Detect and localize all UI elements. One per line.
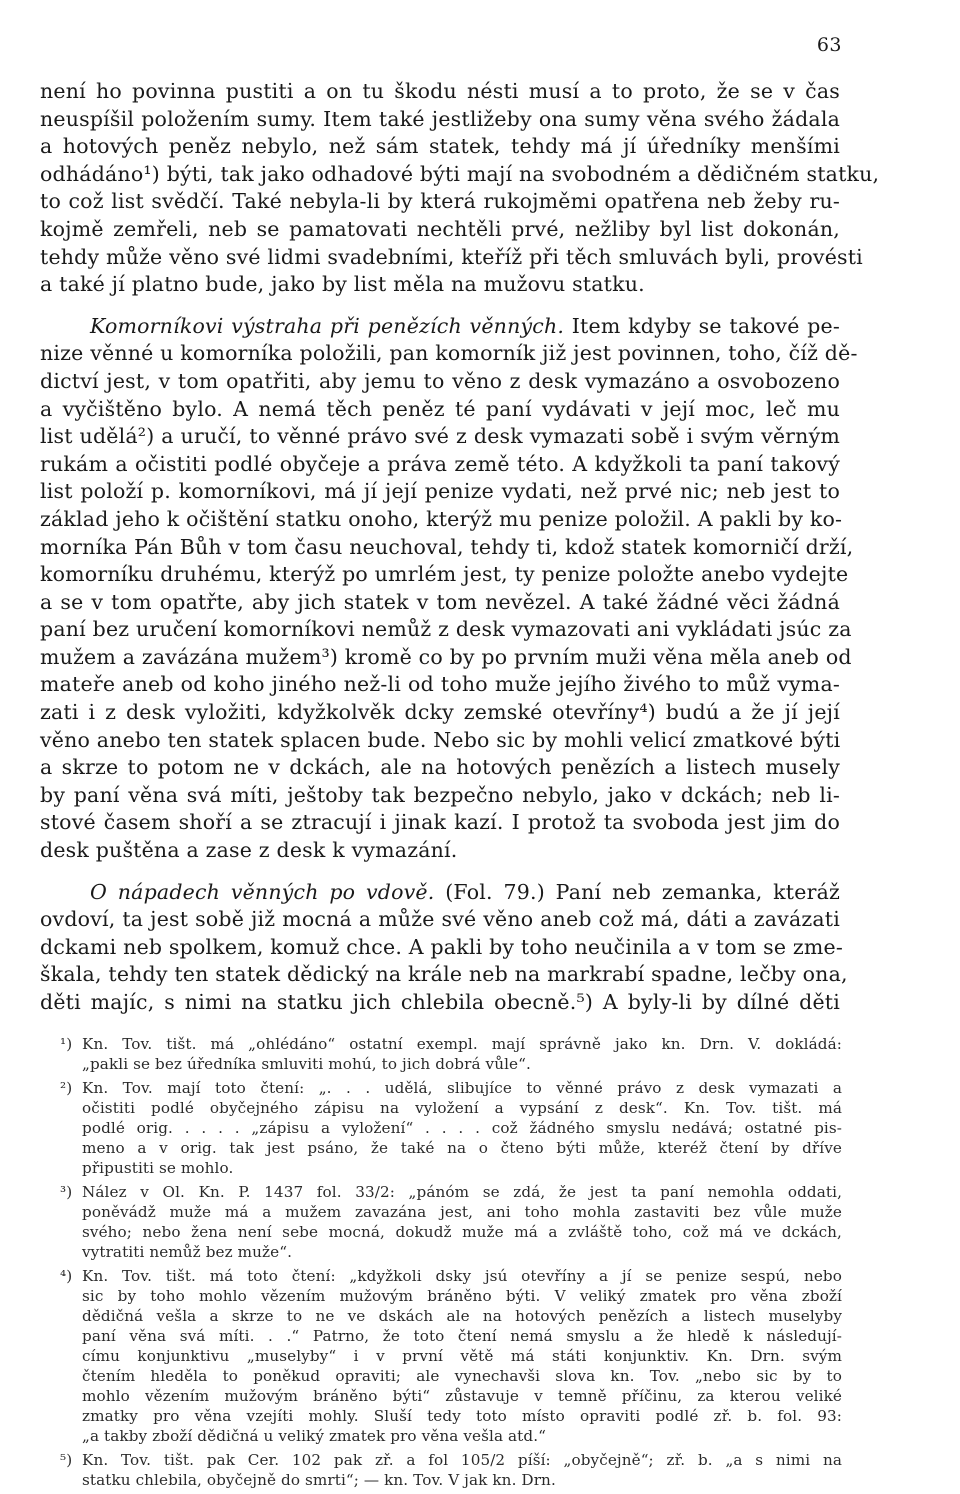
footnote-3 bbox=[60, 1182, 842, 1262]
footnote-line: zmatky pro věna vzejíti mohly. Sluší tedy toto místo opraviti podlé zř. b. fol. 93: bbox=[82, 1407, 842, 1425]
section-heading: O nápadech věnných po vdově. bbox=[90, 879, 435, 904]
text-line: škala, tehdy ten statek dědický na krále neb na markrabí spadne, lečby ona, bbox=[40, 962, 848, 987]
text-line: paní bez uručení komorníkovi nemůž z desk vymazovati ani vykládati jsúc za bbox=[40, 617, 852, 642]
footnote-5 bbox=[60, 1450, 842, 1490]
text-line: rukám a očistiti podlé obyčeje a práva země této. A kdyžkoli ta paní takový bbox=[40, 451, 840, 476]
text-line: list položí p. komorníkovi, má jí její penize vydati, než prvé nic; neb jest to bbox=[40, 479, 840, 504]
footnote-line: připustiti se mohlo. bbox=[82, 1159, 234, 1177]
text-line: neuspíšil položením sumy. Item také jestližeby ona sumy věna svého žádala bbox=[40, 106, 840, 131]
footnotes bbox=[60, 1034, 842, 1494]
footnote-line: vytratiti nemůž bez muže“. bbox=[82, 1243, 293, 1261]
footnote-2 bbox=[60, 1078, 842, 1178]
footnote-line: očistiti podlé obyčejného zápisu na vyložení a vypsání z desk“. Kn. Tov. tišt. má bbox=[82, 1099, 842, 1117]
footnote-4 bbox=[60, 1266, 842, 1446]
footnote-1 bbox=[60, 1034, 842, 1074]
text-line: dckami neb spolkem, komuž chce. A pakli by toho neučinila a v tom se zme- bbox=[40, 934, 843, 959]
footnote-line: čtením hleděla to poněkud opraviti; ale vynechavši slova kn. Tov. „nebo sic by to bbox=[82, 1367, 842, 1385]
text-line: list udělá²) a uručí, to věnné právo své z desk vymazati sobě i svým věrným bbox=[40, 424, 840, 449]
paragraph-3 bbox=[40, 879, 848, 1017]
footnote-mark: ¹) bbox=[60, 1035, 73, 1053]
text-line: by paní věna svá míti, ještoby tak bezpečno nebylo, jako v dckách; neb li- bbox=[40, 782, 840, 807]
footnote-mark: ⁴) bbox=[60, 1267, 73, 1285]
footnote-line: paní věna svá míti. . .“ Patrno, že toto čtení nemá smyslu a že hledě k následují- bbox=[82, 1327, 842, 1345]
text-line bbox=[40, 313, 840, 341]
footnote-line bbox=[60, 1034, 842, 1054]
footnote-text: Nález v Ol. Kn. P. 1437 fol. 33/2: „pánóm se zdá, že jest ta paní nemohla oddati, bbox=[82, 1183, 842, 1201]
footnote-text: Kn. Tov. tišt. pak Cer. 102 pak zř. a fol 105/2 píší: „obyčejně“; zř. b. „a s nimi na bbox=[82, 1451, 842, 1469]
text-line: a hotových peněz nebylo, než sám statek, tehdy má jí úředníky menšími bbox=[40, 134, 840, 159]
text-line: nize věnné u komorníka položili, pan komorník již jest povinnen, toho, číž dě- bbox=[40, 341, 858, 366]
text-line: zati i z desk vyložiti, kdyžkolvěk dcky zemské otevříny⁴) budú a že jí její bbox=[40, 700, 840, 725]
footnote-line bbox=[60, 1078, 842, 1098]
text-line bbox=[40, 879, 840, 907]
text-line: základ jeho k očištění statku onoho, kterýž mu penize položil. A pakli by ko- bbox=[40, 506, 843, 531]
footnote-line: svého; nebo žena není sebe mocná, dokudž muže má a zvláště toho, což má ve dckách, bbox=[82, 1223, 842, 1241]
footnote-line bbox=[60, 1182, 842, 1202]
text-line: a také jí platno bude, jako by list měla na mužovu statku. bbox=[40, 272, 645, 297]
text-line: a se v tom opatřte, aby jich statek v tom nevězel. A také žádné věci žádná bbox=[40, 589, 840, 614]
footnote-line: statku chlebila, obyčejně do smrti“; — kn. Tov. V jak kn. Drn. bbox=[82, 1471, 556, 1489]
text-line: tehdy může věno své lidmi svadebními, kteříž při těch smluvách byli, provésti bbox=[40, 244, 863, 269]
text-line: komorníku druhému, kterýž po umrlém jest, ty penize položte anebo vydejte bbox=[40, 562, 849, 587]
footnote-line: dědičná vešla a skrze to ne ve dskách ale na hotových penězích a listech muselyby bbox=[82, 1307, 842, 1325]
text-line: desk puštěna a zase z desk k vymazání. bbox=[40, 838, 458, 863]
paragraph-1 bbox=[40, 78, 880, 299]
text-line: a skrze to potom ne v dckách, ale na hotových penězích a listech musely bbox=[40, 755, 840, 780]
text-line: to což list svědčí. Také nebyla-li by která rukojměmi opatřena neb žeby ru- bbox=[40, 189, 840, 214]
footnote-mark: ²) bbox=[60, 1079, 73, 1097]
footnote-line: poněvádž muže má a mužem zavazána jest, ani toho mohla zastaviti bez vůle muže bbox=[82, 1203, 842, 1221]
text-line: kojmě zemřeli, neb se pamatovati nechtěli prvé, nežliby byl list dokonán, bbox=[40, 216, 840, 241]
footnote-text: Kn. Tov. tišt. má „ohlédáno“ ostatní exempl. mají správně jako kn. Drn. V. dokládá: bbox=[82, 1035, 842, 1053]
text-line: odhádáno¹) býti, tak jako odhadové býti mají na svobodném a dědičném statku, bbox=[40, 161, 880, 186]
footnote-line bbox=[60, 1450, 842, 1470]
footnote-text: Kn. Tov. tišt. má toto čtení: „kdyžkoli dsky jsú otevříny a jí se penize sespú, nebo bbox=[82, 1267, 842, 1285]
text-span: (Fol. 79.) Paní neb zemanka, kteráž bbox=[445, 879, 841, 904]
main-text bbox=[40, 78, 880, 1017]
text-line: dictví jest, v tom opatřiti, aby jemu to věno z desk vymazáno a osvobozeno bbox=[40, 368, 840, 393]
text-line: děti majíc, s nimi na statku jich chlebila obecně.⁵) A byly-li by dílné děti bbox=[40, 990, 840, 1014]
text-line: není ho povinna pustiti a on tu škodu nésti musí a to proto, že se v čas bbox=[40, 79, 840, 103]
footnote-line: sic by toho mohlo vězením mužovým bráněno býti. V veliký zmatek pro věna zboží bbox=[82, 1287, 842, 1305]
section-heading: Komorníkovi výstraha při penězích věnných. bbox=[90, 313, 565, 338]
footnote-line: podlé orig. . . . . „zápisu a vyložení“ . . . . což žádného smyslu nedává; ostatné pis- bbox=[82, 1119, 842, 1137]
footnote-mark: ⁵) bbox=[60, 1451, 73, 1469]
text-line: mužem a zavázána mužem³) kromě co by po prvním muži věna měla aneb od bbox=[40, 644, 852, 669]
footnote-line: meno a v orig. tak jest psáno, že také na o čteno býti může, kteréž čtení by dříve bbox=[82, 1139, 842, 1157]
footnote-mark: ³) bbox=[60, 1183, 73, 1201]
text-line: mateře aneb od koho jiného než-li od toho muže jejího živého to můž vyma- bbox=[40, 672, 840, 697]
text-span: Item kdyby se takové pe- bbox=[571, 313, 840, 338]
footnote-line: címu konjunktivu „muselyby“ i v první větě má státi konjunktiv. Kn. Drn. svým bbox=[82, 1347, 842, 1365]
footnote-line bbox=[60, 1266, 842, 1286]
text-line: stové časem shoří a se ztracují i jinak kazí. I protož ta svoboda jest jim do bbox=[40, 810, 840, 835]
text-line: ovdoví, ta jest sobě již mocná a může své věno aneb což má, dáti a zavázati bbox=[40, 907, 840, 932]
footnote-line: mohlo vězením mužovým bráněno býti“ zůstavuje v temně příčinu, za kterou veliké bbox=[82, 1387, 842, 1405]
text-line: a vyčištěno bylo. A nemá těch peněz té paní vydávati v její moc, leč mu bbox=[40, 396, 840, 421]
footnote-line: „pakli se bez úředníka smluviti mohú, to jich dobrá vůle“. bbox=[82, 1055, 531, 1073]
paragraph-2 bbox=[40, 313, 858, 865]
page-number: 63 bbox=[816, 34, 842, 56]
footnote-text: Kn. Tov. mají toto čtení: „. . . udělá, slibujíce to věnné právo z desk vymazati a bbox=[82, 1079, 842, 1097]
text-line: věno anebo ten statek splacen bude. Nebo sic by mohli velicí zmatkové býti bbox=[40, 727, 841, 752]
footnote-line: „a takby zboží dědičná u veliký zmatek pro věna vešla atd.“ bbox=[82, 1427, 546, 1445]
text-line: morníka Pán Bůh v tom času neuchoval, tehdy ti, kdož statek komorničí drží, bbox=[40, 534, 854, 559]
